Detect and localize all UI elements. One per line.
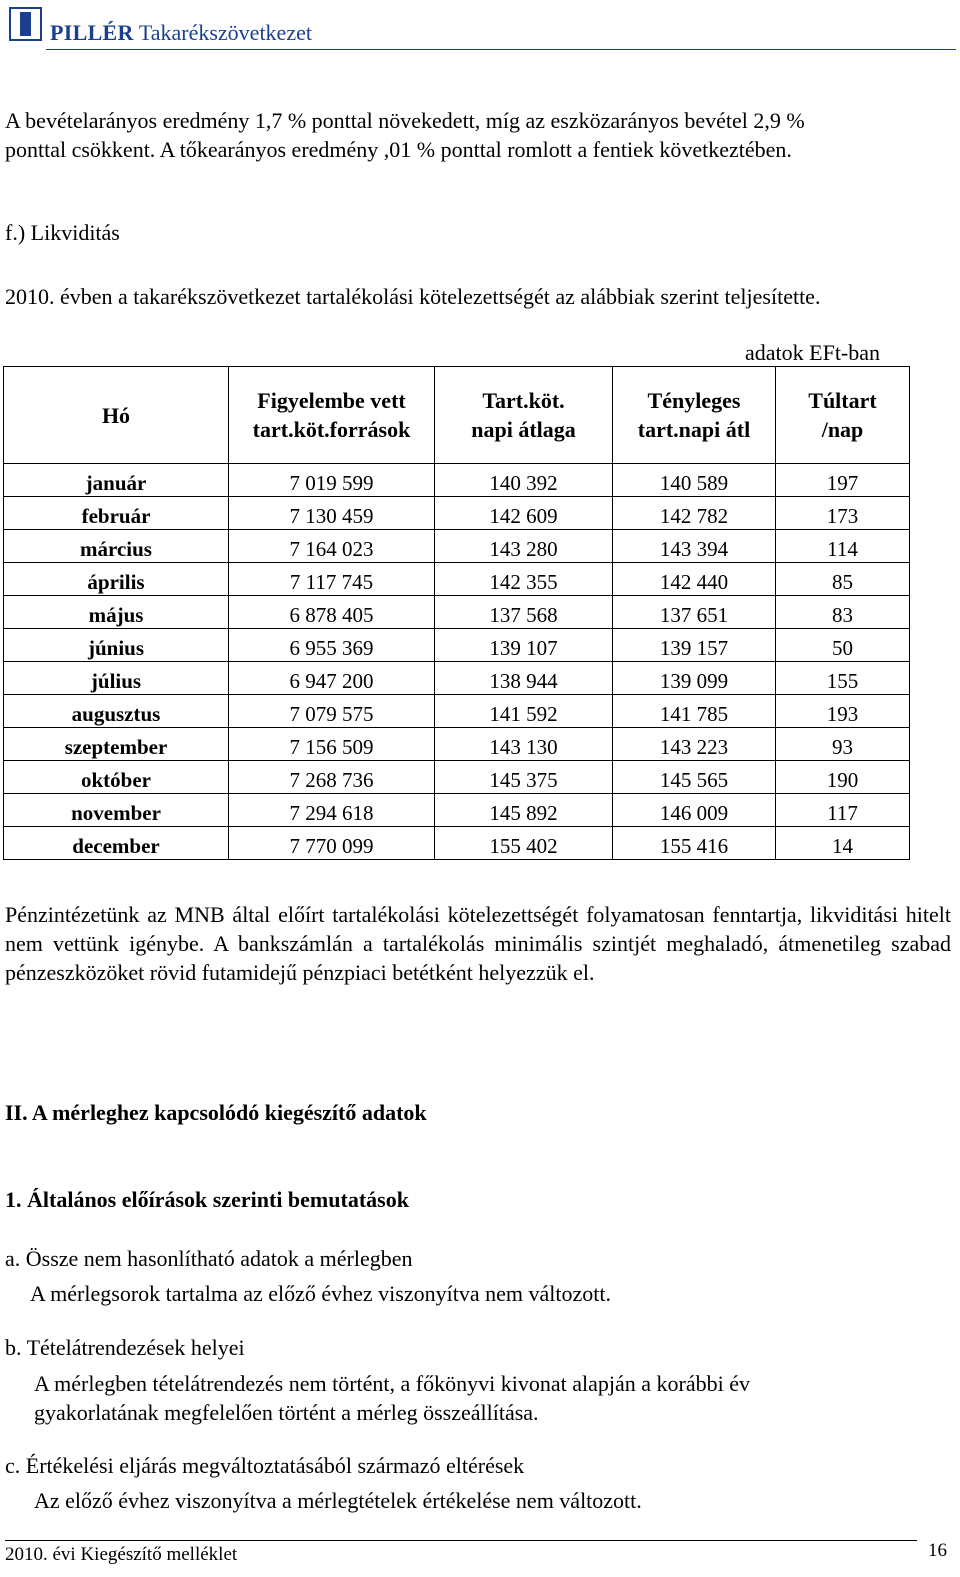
header-divider (46, 49, 956, 50)
liquidity-paragraph: Pénzintézetünk az MNB által előírt tartalékolási kötelezettségét folyamatosan fenntartja, likviditási hitelt nem vettünk igénybe. A bankszámlán a tartalékolás minimális szintjét meghaladó, átmenetileg szabad pénzeszközöket rövid futamidejű pénzpiaci betétként helyezzük el. (5, 902, 951, 985)
page-number: 16 (928, 1540, 947, 1561)
table-row: július 6 947 200 138 944 139 099 155 (4, 662, 910, 695)
item-a-title: a. Össze nem hasonlítható adatok a mérlegben (5, 1246, 413, 1271)
item-a-text: A mérlegsorok tartalma az előző évhez viszonyítva nem változott. (30, 1281, 611, 1306)
footer-title: 2010. évi Kiegészítő melléklet (5, 1544, 238, 1565)
item-b-text-1: A mérlegben tételátrendezés nem történt, a főkönyvi kivonat alapján a korábbi év (34, 1371, 750, 1396)
table-row: április 7 117 745 142 355 142 440 85 (4, 563, 910, 596)
table-row: január 7 019 599 140 392 140 589 197 (4, 464, 910, 497)
liquidity-intro: 2010. évben a takarékszövetkezet tartalékolási kötelezettségét az alábbiak szerint teljesítette. (5, 284, 821, 309)
logo-text (50, 20, 312, 46)
pillar-logo-icon (9, 7, 42, 41)
table-header-row (4, 367, 910, 464)
header-month: Hó (4, 367, 229, 464)
item-b-text-2: gyakorlatának megfelelően történt a mérleg összeállítása. (34, 1400, 539, 1425)
table-row: június 6 955 369 139 107 139 157 50 (4, 629, 910, 662)
table-row: szeptember 7 156 509 143 130 143 223 93 (4, 728, 910, 761)
header-excess: Túltart /nap (776, 367, 910, 464)
table-units-note: adatok EFt-ban (745, 340, 881, 365)
intro-line-1: A bevételarányos eredmény 1,7 % ponttal növekedett, míg az eszközarányos bevétel 2,9 % (5, 108, 805, 133)
table-row: november 7 294 618 145 892 146 009 117 (4, 794, 910, 827)
table-row: május 6 878 405 137 568 137 651 83 (4, 596, 910, 629)
item-c-text: Az előző évhez viszonyítva a mérlegtételek értékelése nem változott. (34, 1488, 642, 1513)
table-row: március 7 164 023 143 280 143 394 114 (4, 530, 910, 563)
section-f-title: f.) Likviditás (5, 220, 120, 245)
header-sources: Figyelembe vett tart.köt.források (229, 367, 435, 464)
intro-line-2: ponttal csökkent. A tőkearányos eredmény ,01 % ponttal romlott a fentiek következtében. (5, 137, 792, 162)
header-actual-avg: Tényleges tart.napi átl (613, 367, 776, 464)
footer-divider (5, 1540, 917, 1541)
section-ii-title: II. A mérleghez kapcsolódó kiegészítő adatok (5, 1100, 427, 1125)
brand-subtitle: Takarékszövetkezet (138, 20, 312, 45)
item-c-title: c. Értékelési eljárás megváltoztatásából származó eltérések (5, 1453, 525, 1478)
table-row: augusztus 7 079 575 141 592 141 785 193 (4, 695, 910, 728)
reserve-table (3, 366, 910, 860)
section-1-title: 1. Általános előírások szerinti bemutatások (5, 1187, 409, 1212)
table-row: október 7 268 736 145 375 145 565 190 (4, 761, 910, 794)
brand-name: PILLÉR (50, 20, 134, 45)
table-row: december 7 770 099 155 402 155 416 14 (4, 827, 910, 860)
table-row: február 7 130 459 142 609 142 782 173 (4, 497, 910, 530)
item-b-title: b. Tételátrendezések helyei (5, 1335, 245, 1360)
header-required-avg: Tart.köt. napi átlaga (435, 367, 613, 464)
page-header (0, 0, 960, 52)
